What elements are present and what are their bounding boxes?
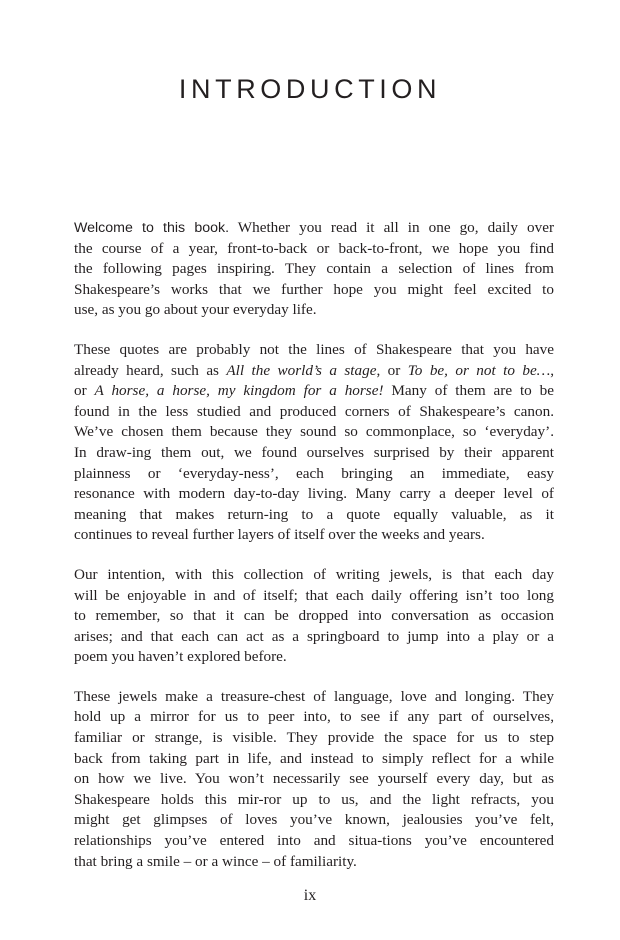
text-line [74, 687, 554, 708]
text-segment: These jewels make a treasure-chest of language, love and longing. They [74, 687, 554, 705]
text-segment: resonance with modern day-to-day living. Many carry a deeper level of [74, 485, 554, 503]
text-line [74, 831, 554, 852]
text-segment: Shakespeare’s works that we further hope you might feel excited to [74, 280, 554, 298]
text-segment: Welcome to this book. [74, 220, 230, 236]
text-segment: will be enjoyable in and of itself; that each daily offering isn’t too long [74, 586, 554, 604]
paragraph [74, 565, 554, 668]
text-segment: Many of them are to be [383, 382, 555, 400]
text-line [74, 259, 554, 280]
text-segment: continues to reveal further layers of itself over the weeks and years. [74, 526, 485, 544]
text-line [74, 422, 554, 443]
text-line [74, 525, 554, 546]
text-segment: to remember, so that it can be dropped into conversation as occasion [74, 607, 554, 625]
text-line [74, 707, 554, 728]
text-line [74, 402, 554, 423]
text-segment: the following pages inspiring. They contain a selection of lines from [74, 260, 554, 278]
text-line [74, 647, 554, 668]
paragraph [74, 687, 554, 872]
text-line [74, 443, 554, 464]
italic-quote: All the world’s a stage [226, 361, 377, 379]
text-line [74, 300, 554, 321]
text-segment: Our intention, with this collection of writing jewels, is that each day [74, 565, 554, 583]
text-line [74, 810, 554, 831]
text-line [74, 728, 554, 749]
text-segment: use, as you go about your everyday life. [74, 301, 317, 319]
text-line [74, 381, 554, 402]
text-segment: that bring a smile – or a wince – of familiarity. [74, 852, 357, 870]
text-line [74, 852, 554, 873]
text-segment: already heard, such as [74, 361, 227, 379]
text-line [74, 239, 554, 260]
text-segment: Whether you read it all in one go, daily over [229, 219, 554, 236]
introduction-body [74, 218, 554, 891]
text-line [74, 749, 554, 770]
text-segment: plainness or ‘everyday-ness’, each bringing an immediate, easy [74, 464, 554, 482]
text-line [74, 218, 554, 239]
text-line [74, 361, 554, 382]
text-segment: familiar or strange, is visible. They provide the space for us to step [74, 729, 554, 747]
text-segment: back from taking part in life, and instead to simply reflect for a while [74, 749, 554, 767]
paragraph [74, 340, 554, 546]
text-segment: found in the less studied and produced corners of Shakespeare’s canon. [74, 402, 554, 420]
text-line [74, 606, 554, 627]
text-segment: , [550, 361, 554, 379]
text-segment: We’ve chosen them because they sound so commonplace, so ‘everyday’. [74, 423, 554, 441]
italic-quote: To be, or not to be… [407, 361, 551, 379]
page-title: INTRODUCTION [178, 74, 442, 104]
paragraph [74, 218, 554, 321]
text-segment: Shakespeare holds this mir-ror up to us, and the light refracts, you [74, 790, 554, 808]
text-line [74, 790, 554, 811]
text-line [74, 505, 554, 526]
text-line [74, 340, 554, 361]
text-line [74, 280, 554, 301]
text-segment: the course of a year, front-to-back or back-to-front, we hope you find [74, 239, 554, 257]
text-segment: relationships you’ve entered into and situa-tions you’ve encountered [74, 832, 554, 850]
text-line [74, 484, 554, 505]
text-segment: on how we live. You won’t necessarily see yourself every day, but as [74, 770, 554, 788]
text-segment: poem you haven’t explored before. [74, 648, 287, 666]
text-line [74, 627, 554, 648]
text-segment: or [74, 382, 95, 400]
text-line [74, 586, 554, 607]
text-segment: hold up a mirror for us to peer into, to see if any part of ourselves, [74, 708, 554, 726]
italic-quote: A horse, a horse, my kingdom for a horse! [94, 382, 384, 400]
text-segment: meaning that makes return-ing to a quote equally valuable, as it [74, 505, 554, 523]
text-segment: , or [376, 361, 408, 379]
text-segment: might get glimpses of loves you’ve known, jealousies you’ve felt, [74, 811, 554, 829]
text-segment: In draw-ing them out, we found ourselves surprised by their apparent [74, 443, 554, 461]
text-line [74, 769, 554, 790]
text-line [74, 565, 554, 586]
text-segment: These quotes are probably not the lines of Shakespeare that you have [74, 340, 554, 358]
text-segment: arises; and that each can act as a springboard to jump into a play or a [74, 627, 554, 645]
text-line [74, 464, 554, 485]
page-number: ix [303, 887, 317, 904]
